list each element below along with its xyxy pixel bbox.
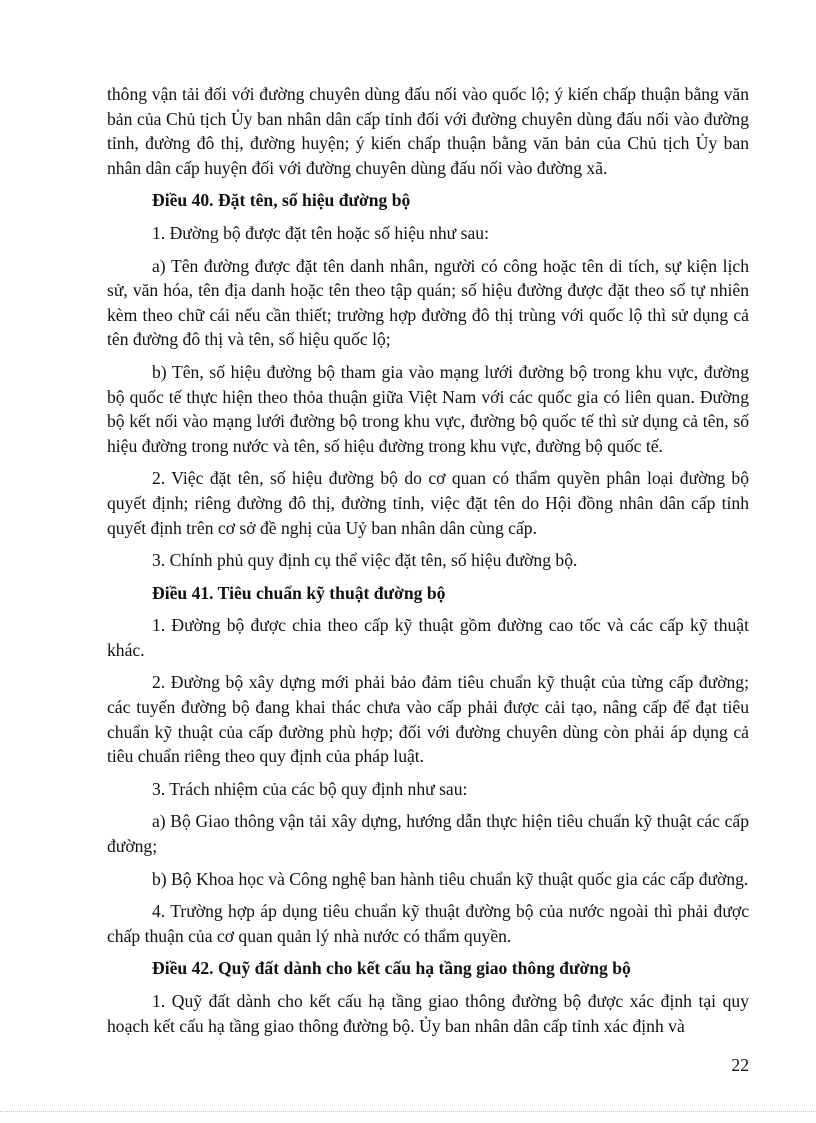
- paragraph: 2. Đường bộ xây dựng mới phải bảo đảm tiêu chuẩn kỹ thuật của từng cấp đường; các tuyến đường bộ đang khai thác chưa vào cấp phải được cải tạo, nâng cấp để đạt tiêu chuẩn kỹ thuật của cấp đường phù hợp; đối với đường chuyên dùng còn phải áp dụng cả tiêu chuẩn riêng theo quy định của pháp luật.: [107, 672, 749, 767]
- paragraph-continued: thông vận tải đối với đường chuyên dùng đấu nối vào quốc lộ; ý kiến chấp thuận bằng văn bản của Chủ tịch Ủy ban nhân dân cấp tỉnh đối với đường chuyên dùng đấu nối vào đường tỉnh, đường đô thị, đường huyện; ý kiến chấp thuận bằng văn bản của Chủ tịch Ủy ban nhân dân cấp huyện đối với đường chuyên dùng đấu nối vào đường xã.: [107, 84, 749, 178]
- page-number: 22: [731, 1055, 749, 1075]
- paragraph: b) Tên, số hiệu đường bộ tham gia vào mạng lưới đường bộ trong khu vực, đường bộ quốc tế thực hiện theo thỏa thuận giữa Việt Nam với các quốc gia có liên quan. Đường bộ kết nối vào mạng lưới đường bộ trong khu vực, đường bộ quốc tế thì sử dụng cả tên, số hiệu đường trong nước và tên, số hiệu đường trong khu vực, đường bộ quốc tế.: [107, 361, 749, 456]
- document-page: [107, 82, 749, 1046]
- paragraph: 3. Chính phủ quy định cụ thể việc đặt tên, số hiệu đường bộ.: [152, 550, 578, 571]
- paragraph: a) Bộ Giao thông vận tải xây dựng, hướng dẫn thực hiện tiêu chuẩn kỹ thuật các cấp đường;: [107, 811, 749, 857]
- paragraph: 3. Trách nhiệm của các bộ quy định như sau:: [152, 778, 468, 799]
- article-41-heading: Điều 41. Tiêu chuẩn kỹ thuật đường bộ: [152, 582, 446, 603]
- page-bottom-divider: [0, 1111, 816, 1112]
- article-40-heading: Điều 40. Đặt tên, số hiệu đường bộ: [152, 190, 411, 211]
- paragraph: 1. Quỹ đất dành cho kết cấu hạ tầng giao thông đường bộ được xác định tại quy hoạch kết cấu hạ tầng giao thông đường bộ. Ủy ban nhân dân cấp tỉnh xác định và: [107, 991, 749, 1036]
- paragraph: 1. Đường bộ được đặt tên hoặc số hiệu như sau:: [152, 222, 489, 243]
- paragraph: b) Bộ Khoa học và Công nghệ ban hành tiêu chuẩn kỹ thuật quốc gia các cấp đường.: [152, 868, 749, 889]
- paragraph: 1. Đường bộ được chia theo cấp kỹ thuật gồm đường cao tốc và các cấp kỹ thuật khác.: [107, 615, 749, 660]
- paragraph: 2. Việc đặt tên, số hiệu đường bộ do cơ quan có thẩm quyền phân loại đường bộ quyết định; riêng đường đô thị, đường tỉnh, việc đặt tên do Hội đồng nhân dân cấp tỉnh quyết định trên cơ sở đề nghị của Uỷ ban nhân dân cùng cấp.: [107, 468, 749, 538]
- article-42-heading: Điều 42. Quỹ đất dành cho kết cấu hạ tầng giao thông đường bộ: [152, 958, 631, 979]
- paragraph: a) Tên đường được đặt tên danh nhân, người có công hoặc tên di tích, sự kiện lịch sử, văn hóa, tên địa danh hoặc tên theo tập quán; số hiệu đường được đặt theo số tự nhiên kèm theo chữ cái nếu cần thiết; trường hợp đường đô thị trùng với quốc lộ thì sử dụng cả tên đường đô thị và tên, số hiệu quốc lộ;: [107, 255, 749, 350]
- paragraph: 4. Trường hợp áp dụng tiêu chuẩn kỹ thuật đường bộ của nước ngoài thì phải được chấp thuận của cơ quan quản lý nhà nước có thẩm quyền.: [107, 901, 749, 946]
